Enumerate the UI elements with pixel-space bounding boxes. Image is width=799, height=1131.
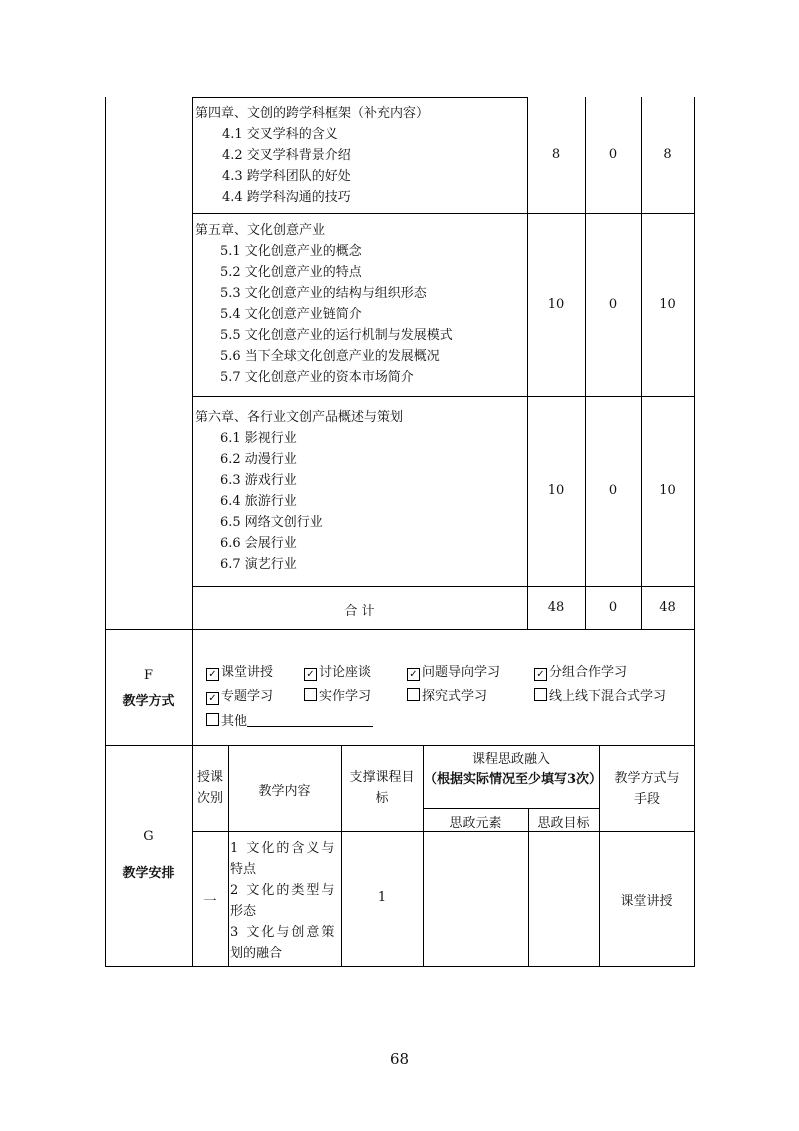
row-content-line: 特点: [230, 862, 257, 877]
row-content-line: 1 文化的含义与: [230, 841, 337, 856]
chapter-6-section: 6.2 动漫行业: [220, 452, 297, 467]
chapter-5-section: 5.2 文化创意产业的特点: [220, 265, 362, 280]
option-lecture[interactable]: ✓ 课堂讲授: [206, 661, 273, 681]
chapter-6-section: 6.7 演艺行业: [220, 557, 297, 572]
checkbox-checked-icon[interactable]: ✓: [304, 668, 317, 681]
chapter-6-section: 6.4 旅游行业: [220, 494, 297, 509]
header-method: 教学方式与手段: [614, 771, 680, 807]
option-inquiry[interactable]: 探究式学习: [407, 685, 487, 704]
chapter-5-hours-3: 10: [659, 297, 676, 312]
chapter-4-hours-3: 8: [663, 147, 672, 162]
chapter-4-hours-2: 0: [608, 147, 618, 162]
section-g-title: 教学安排: [122, 866, 175, 881]
total-hours-3: 48: [659, 600, 676, 615]
chapter-6-section: 6.6 会展行业: [220, 536, 297, 551]
chapter-5-section: 5.5 文化创意产业的运行机制与发展模式: [220, 328, 453, 343]
total-hours-1: 48: [547, 600, 565, 615]
checkbox-empty-icon[interactable]: [407, 688, 420, 701]
chapter-4-section: 4.3 跨学科团队的好处: [222, 169, 351, 184]
checkbox-empty-icon[interactable]: [206, 713, 219, 726]
row-content-line: 2 文化的类型与: [230, 883, 337, 898]
checkbox-checked-icon[interactable]: ✓: [206, 692, 219, 705]
option-topic-study[interactable]: ✓ 专题学习: [206, 685, 273, 705]
checkbox-checked-icon[interactable]: ✓: [534, 668, 547, 681]
chapter-4-hours-1: 8: [551, 147, 561, 162]
chapter-6-section: 6.5 网络文创行业: [220, 515, 323, 530]
section-f-title: 教学方式: [122, 694, 175, 709]
chapter-6-title: 第六章、各行业文创产品概述与策划: [195, 410, 404, 425]
header-ideology: 课程思政融入: [471, 752, 550, 767]
row-method: 课堂讲授: [620, 894, 673, 909]
chapter-5-section: 5.1 文化创意产业的概念: [220, 244, 362, 259]
chapter-6-hours-2: 0: [608, 483, 618, 498]
row-content-line: 3 文化与创意策: [230, 925, 337, 940]
section-f-letter: F: [143, 668, 154, 683]
row-content-line: 形态: [230, 904, 257, 919]
option-blended[interactable]: 线上线下混合式学习: [534, 685, 666, 704]
row-session: 一: [203, 894, 217, 909]
checkbox-checked-icon[interactable]: ✓: [407, 668, 420, 681]
chapter-5-title: 第五章、文化创意产业: [195, 223, 326, 238]
header-objective: 支撑课程目标: [349, 770, 415, 806]
chapter-5-hours-1: 10: [547, 297, 565, 312]
chapter-6-section: 6.1 影视行业: [220, 431, 297, 446]
option-group-work[interactable]: ✓ 分组合作学习: [534, 661, 627, 681]
other-blank-field[interactable]: [247, 713, 373, 727]
chapter-4-section: 4.4 跨学科沟通的技巧: [222, 190, 351, 205]
chapter-4-section: 4.1 交叉学科的含义: [222, 127, 338, 142]
option-problem-based[interactable]: ✓ 问题导向学习: [407, 661, 500, 681]
chapter-5-hours-2: 0: [608, 297, 618, 312]
option-practice[interactable]: 实作学习: [304, 685, 371, 704]
checkbox-checked-icon[interactable]: ✓: [206, 668, 219, 681]
page-number: 68: [389, 1050, 410, 1068]
option-other[interactable]: 其他: [206, 710, 373, 729]
checkbox-empty-icon[interactable]: [304, 688, 317, 701]
chapter-6-hours-1: 10: [547, 483, 565, 498]
checkbox-empty-icon[interactable]: [534, 688, 547, 701]
row-content-line: 划的融合: [230, 946, 283, 961]
row-objective: 1: [377, 890, 387, 905]
header-ideology-note: （根据实际情况至少填写3次）: [424, 772, 603, 787]
header-content: 教学内容: [258, 784, 311, 799]
chapter-6-section: 6.3 游戏行业: [220, 473, 297, 488]
total-label: 合 计: [344, 604, 375, 619]
option-discussion[interactable]: ✓ 讨论座谈: [304, 661, 371, 681]
header-element: 思政元素: [449, 816, 502, 831]
total-hours-2: 0: [608, 600, 618, 615]
chapter-5-section: 5.3 文化创意产业的结构与组织形态: [220, 286, 427, 301]
chapter-4-title: 第四章、文创的跨学科框架（补充内容）: [195, 106, 430, 121]
chapter-6-hours-3: 10: [659, 483, 676, 498]
header-session: 授课次别: [196, 770, 223, 806]
chapter-5-section: 5.7 文化创意产业的资本市场简介: [220, 370, 414, 385]
section-g-letter: G: [143, 829, 154, 844]
header-goal: 思政目标: [537, 816, 590, 831]
chapter-4-section: 4.2 交叉学科背景介绍: [222, 148, 351, 163]
chapter-5-section: 5.6 当下全球文化创意产业的发展概况: [220, 349, 440, 364]
chapter-5-section: 5.4 文化创意产业链简介: [220, 307, 362, 322]
